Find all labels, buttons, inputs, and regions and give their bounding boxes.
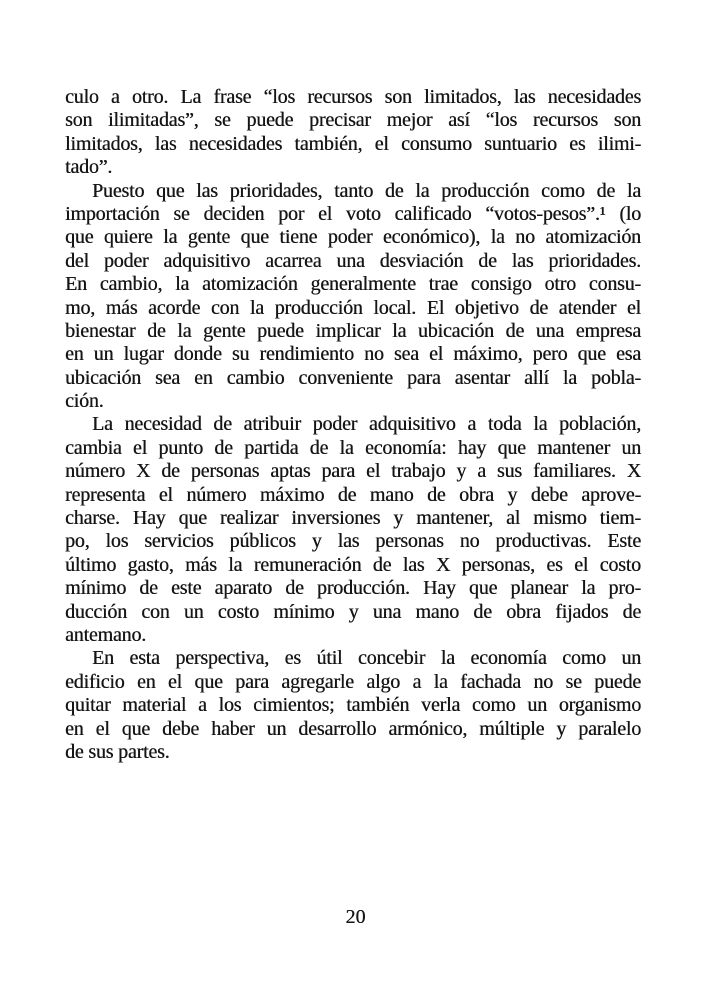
text-line: cambia el punto de partida de la economía: hay que mantener un <box>65 436 641 459</box>
text-line: Puesto que las prioridades, tanto de la producción como de la <box>92 179 641 202</box>
text-line: quitar material a los cimientos; también verla como un organismo <box>65 694 641 717</box>
text-line: mínimo de este aparato de producción. Hay que planear la pro- <box>65 577 641 600</box>
text-line: tado”. <box>65 156 113 179</box>
text-line: son ilimitadas”, se puede precisar mejor así “los recursos son <box>65 109 641 132</box>
text-line: ubicación sea en cambio conveniente para asentar allí la pobla- <box>65 366 641 389</box>
body-text <box>65 86 641 764</box>
text-line: en un lugar donde su rendimiento no sea el máximo, pero que esa <box>65 343 641 366</box>
text-line: número X de personas aptas para el trabajo y a sus familiares. X <box>65 460 641 483</box>
text-line: antemano. <box>65 623 146 646</box>
text-line: bienestar de la gente puede implicar la ubicación de una empresa <box>65 319 641 342</box>
text-line: del poder adquisitivo acarrea una desviación de las prioridades. <box>65 249 641 272</box>
text-line: último gasto, más la remuneración de las X personas, es el costo <box>65 553 641 576</box>
text-line: de sus partes. <box>65 740 170 763</box>
text-line: en el que debe haber un desarrollo armónico, múltiple y paralelo <box>65 717 641 740</box>
text-line: En cambio, la atomización generalmente trae consigo otro consu- <box>65 273 641 296</box>
text-line: culo a otro. La frase “los recursos son limitados, las necesidades <box>65 86 641 108</box>
text-line: ción. <box>65 390 104 413</box>
text-line: mo, más acorde con la producción local. El objetivo de atender el <box>65 296 641 319</box>
text-line: La necesidad de atribuir poder adquisitivo a toda la población, <box>92 413 641 436</box>
text-line: importación se deciden por el voto calificado “votos-pesos”.¹ (lo <box>65 202 641 225</box>
text-line: edificio en el que para agregarle algo a la fachada no se puede <box>65 670 641 693</box>
text-line: charse. Hay que realizar inversiones y mantener, al mismo tiem- <box>65 507 641 530</box>
text-line: ducción con un costo mínimo y una mano de obra fijados de <box>65 600 641 623</box>
text-line: En esta perspectiva, es útil concebir la economía como un <box>92 647 641 670</box>
text-line: representa el número máximo de mano de obra y debe aprove- <box>65 483 641 506</box>
text-line: que quiere la gente que tiene poder económico), la no atomización <box>65 226 641 249</box>
page-number: 20 <box>345 906 366 928</box>
text-line: po, los servicios públicos y las personas no productivas. Este <box>65 530 641 553</box>
text-line: limitados, las necesidades también, el consumo suntuario es ilimi- <box>65 132 641 155</box>
